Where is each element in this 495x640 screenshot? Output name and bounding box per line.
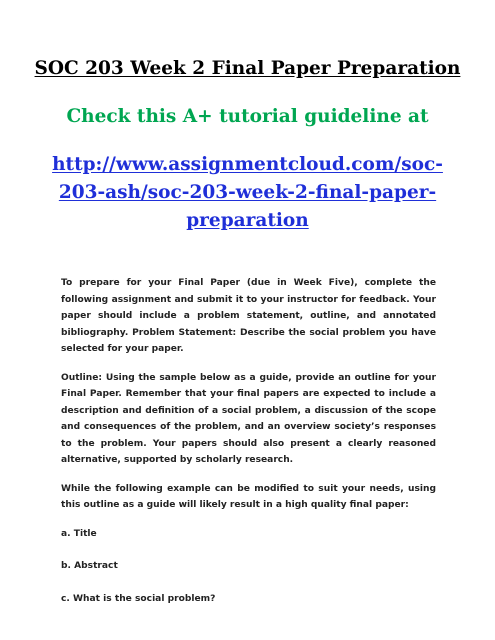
assignment-paragraph: To prepare for your Final Paper (due in Week Five), complete the following assignment and submit it to your instructor for feedback. Your paper should include a problem statement, outline, and annotated bibliography. Problem Statement: Describe the social problem you have selected for your paper. [61,278,436,354]
tutorial-link-line-1[interactable]: http://www.assignmentcloud.com/soc- [52,154,443,175]
tutorial-link[interactable] [40,151,455,235]
tutorial-guideline-heading: Check this A+ tutorial guideline at [66,106,429,127]
document-title: SOC 203 Week 2 Final Paper Preparation [34,58,461,79]
outline-item-title: a. Title [61,528,97,539]
tutorial-link-line-3[interactable]: preparation [186,210,309,231]
tutorial-link-line-2[interactable]: 203-ash/soc-203-week-2-final-paper- [58,182,437,203]
outline-paragraph: Outline: Using the sample below as a guide, provide an outline for your Final Paper. Remember that your final papers are expected to include a description and definition of a social problem, a discussion of the scope and consequences of the problem, and an overview society’s responses to the problem. Your papers should also present a clearly reasoned alternative, supported by scholarly research. [61,372,436,465]
document-body [61,275,436,623]
example-paragraph: While the following example can be modified to suit your needs, using this outline as a guide will likely result in a high quality final paper: [61,483,436,510]
outline-item-social-problem: c. What is the social problem? [61,593,216,604]
outline-item-abstract: b. Abstract [61,561,118,571]
